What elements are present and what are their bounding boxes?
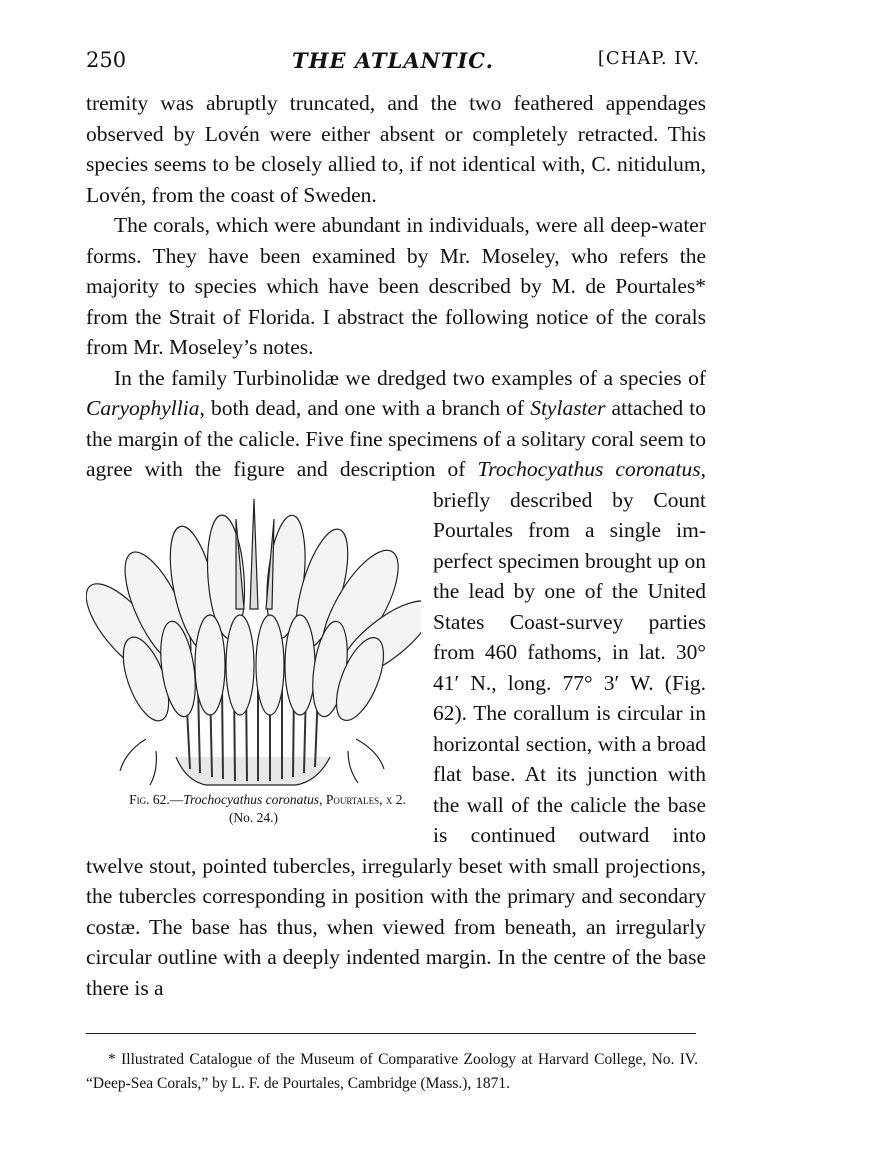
- footnote: * Illustrated Catalogue of the Museum of Comparative Zoology at Harvard College, No. IV. “Deep-Sea Corals,” by L. F. de Pourtales, Cambridge (Mass.), 1871.: [86, 1051, 698, 1092]
- footnote-rule: [86, 1033, 696, 1034]
- taxon-name: Trochocyathus coronatus: [477, 457, 701, 481]
- paragraph: tremity was abruptly truncated, and the two feathered appendages observed by Lovén were either absent or completely retracted. This species seems to be closely allied to, if not identical with, C. nitidulum, Lovén, from the coast of Sweden.: [86, 91, 706, 207]
- figure-label: Fig. 62.: [129, 791, 170, 807]
- text-run: , both dead, and one with a branch of: [199, 396, 531, 420]
- coral-illustration: [86, 489, 421, 789]
- chapter-label: [CHAP. IV.: [597, 48, 700, 69]
- page-number: 250: [86, 48, 127, 72]
- paragraph: The corals, which were abundant in individuals, were all deep-water forms. They have been examined by Mr. Moseley, who refers the majority to species which have been described by M. de Pourtales* from the Strait of Florida. I abstract the following notice of the corals from Mr. Moseley’s notes.: [86, 213, 706, 359]
- body-text: [86, 88, 706, 1003]
- caption-station: (No. 24.): [228, 809, 279, 825]
- running-header: [86, 48, 700, 82]
- figure-caption: [86, 791, 421, 827]
- paragraph: [86, 363, 706, 1004]
- caption-dash: —: [169, 791, 184, 807]
- taxon-name: Stylaster: [530, 396, 606, 420]
- figure-62: [86, 489, 421, 829]
- text-run: , briefly described by Count Pourtales from a single imperfect specimen brought up on the lead by one of the United States Coast-survey parties from 460 fathoms, in lat. 30° 41′ N., long. 77° 3′ W. (Fig. 62). The corallum is circular in horizontal section, with a broad flat base. At its junction with the wall of the calicle the base is continued outward into twelve stout, pointed tubercles, irregularly beset with small projections, the tubercles corresponding in position with the primary and secondary costæ. The base has thus, when viewed from beneath, an irregularly circular outline with a deeply indented margin. In the centre of the base there is a: [86, 457, 706, 1000]
- caption-species: Trochocyathus coronatus: [183, 791, 320, 807]
- text-run: attached to the margin of the calicle. Five fine specimens of a solitary coral seem to agree with the figure and description of: [86, 396, 706, 481]
- running-title: THE ATLANTIC.: [292, 48, 494, 73]
- text-run: In the family Turbinolidæ we dredged two examples of a species of: [114, 365, 706, 390]
- taxon-name: Caryophyllia: [86, 396, 200, 420]
- caption-authority: , Pourtales, x 2.: [319, 791, 406, 807]
